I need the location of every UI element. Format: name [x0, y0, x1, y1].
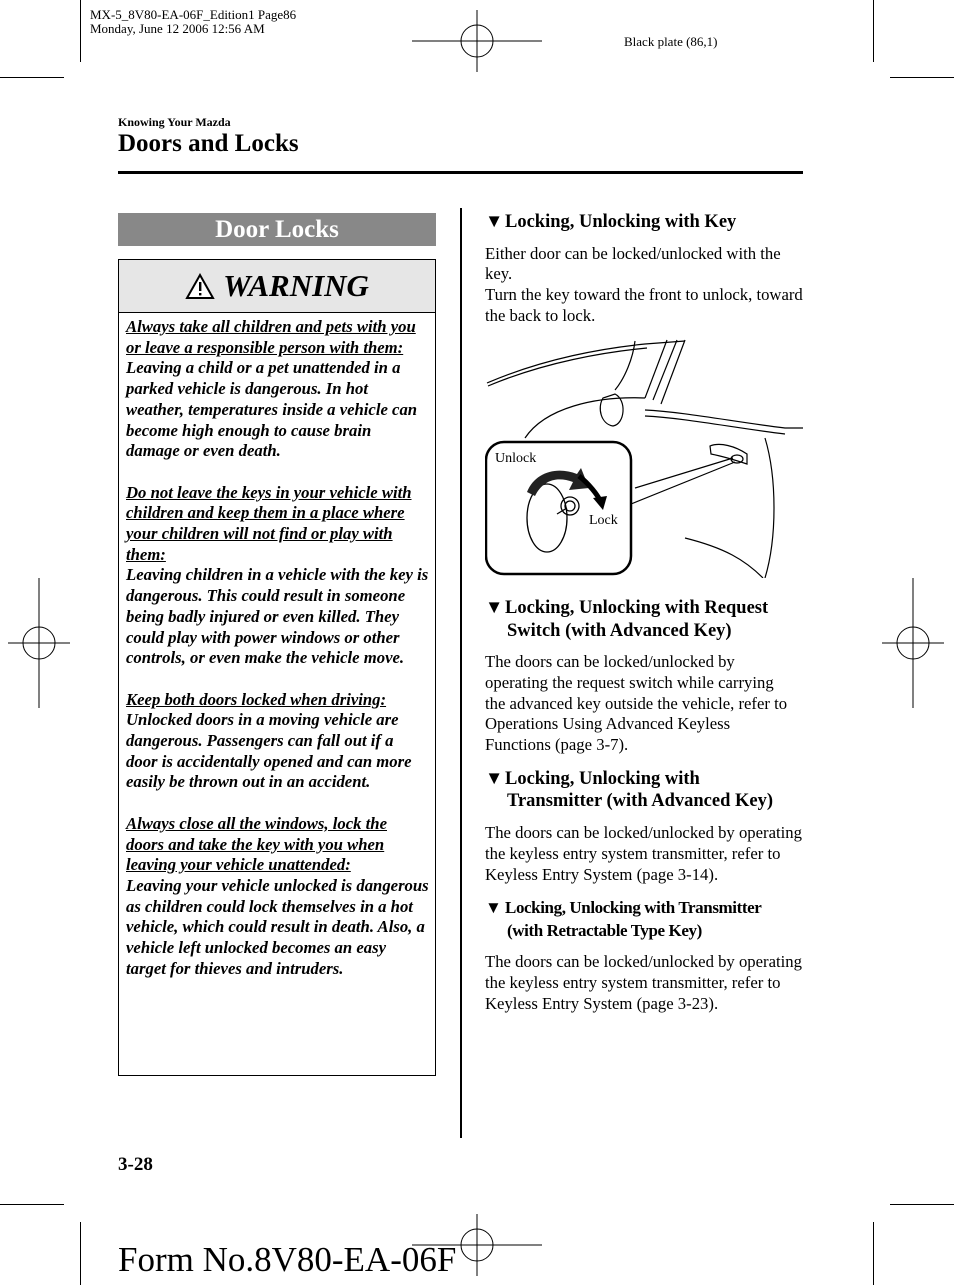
- warning-item-text: Leaving children in a vehicle with the key is dangerous. This could result in someone being badly injured or even killed. They could play with power windows or other controls, or even make the vehicle move.: [126, 565, 429, 668]
- paragraph: Either door can be locked/unlocked with the key.: [485, 243, 781, 284]
- warning-item-text: Leaving your vehicle unlocked is dangerous as children could lock themselves in a hot vehicle, which could result in death. Also, a vehicle left unlocked becomes an easy target for thieves and intruders.: [126, 875, 429, 978]
- crop-mark: [873, 0, 874, 62]
- column-divider: [460, 208, 462, 1138]
- triangle-bullet-icon: ▼: [485, 898, 502, 918]
- registration-mark-left: [8, 578, 70, 708]
- right-column-lower: [485, 597, 810, 1015]
- paragraph: The doors can be locked/unlocked by operating the keyless entry system transmitter, refer to Keyless Entry System (page 3-14).: [485, 822, 802, 884]
- warning-item: [126, 483, 429, 669]
- paragraph: The doors can be locked/unlocked by operating the request switch while carrying the advanced key outside the vehicle, refer to Operations Using Advanced Keyless Functions (page 3-7).: [485, 652, 788, 755]
- section-label: Knowing Your Mazda: [118, 115, 231, 129]
- warning-item-title: Do not leave the keys in your vehicle with children and keep them in a place where your children will not find or play with them:: [126, 482, 412, 564]
- warning-box: [118, 259, 436, 1076]
- form-number: Form No.8V80-EA-06F: [118, 1240, 457, 1279]
- crop-mark: [0, 1204, 64, 1205]
- paragraph: The doors can be locked/unlocked by operating the keyless entry system transmitter, refer to Keyless Entry System (page 3-23).: [485, 952, 802, 1013]
- title-rule: [118, 171, 803, 174]
- triangle-bullet-icon: ▼: [485, 598, 504, 618]
- file-date: Monday, June 12 2006 12:56 AM: [90, 21, 265, 36]
- subsection-title: Locking, Unlocking with Key: [505, 212, 737, 232]
- subsection-title: Locking, Unlocking with: [505, 768, 700, 789]
- crop-mark: [890, 77, 954, 78]
- warning-item: [126, 690, 429, 794]
- triangle-bullet-icon: ▼: [485, 768, 504, 789]
- subsection-heading: [485, 768, 810, 813]
- warning-triangle-icon: [185, 273, 215, 300]
- warning-body: [119, 313, 435, 979]
- crop-mark: [80, 1222, 81, 1285]
- registration-mark-right: [882, 578, 944, 708]
- door-locks-heading: Door Locks: [118, 213, 436, 246]
- warning-item-text: Leaving a child or a pet unattended in a parked vehicle is dangerous. In hot weather, temperatures inside a vehicle can become high enough to cause brain damage or even death.: [126, 358, 418, 461]
- triangle-bullet-icon: ▼: [485, 212, 504, 232]
- crop-mark: [890, 1204, 954, 1205]
- subsection-title: Locking, Unlocking with Transmitter: [505, 898, 762, 918]
- subsection-heading: [485, 597, 810, 642]
- registration-mark-top: [412, 10, 542, 72]
- warning-item-text: Unlocked doors in a moving vehicle are dangerous. Passengers can fall out if a door is accidentally opened and can more easily be thrown out in an accident.: [126, 710, 412, 792]
- warning-item-title: Always take all children and pets with you or leave a responsible person with them:: [126, 317, 416, 357]
- door-lock-illustration: [485, 338, 803, 578]
- plate-info: Black plate (86,1): [624, 34, 718, 49]
- subsection-title: Locking, Unlocking with Request: [505, 598, 769, 618]
- crop-mark: [0, 77, 64, 78]
- crop-mark: [80, 0, 81, 62]
- crop-mark: [873, 1222, 874, 1285]
- warning-item-title: Always close all the windows, lock the doors and take the key with you when leaving your vehicle unattended:: [126, 813, 387, 875]
- subsection-heading: [485, 211, 805, 234]
- lock-label: Lock: [589, 513, 618, 528]
- subsection-title-cont: (with Retractable Type Key): [507, 920, 702, 940]
- subsection-title-cont: Switch (with Advanced Key): [507, 620, 732, 641]
- warning-item-title: Keep both doors locked when driving:: [126, 689, 387, 709]
- unlock-label: Unlock: [495, 451, 537, 466]
- warning-header: [119, 260, 435, 313]
- subsection-title-cont: Transmitter (with Advanced Key): [507, 791, 774, 812]
- warning-label: WARNING: [223, 268, 369, 303]
- file-name: MX-5_8V80-EA-06F_Edition1 Page86: [90, 7, 297, 22]
- right-column: [485, 211, 805, 327]
- file-info: [90, 8, 296, 36]
- warning-item: [126, 317, 429, 462]
- subsection-heading: [485, 897, 810, 942]
- page-number: 3-28: [118, 1154, 153, 1175]
- warning-item: [126, 814, 429, 980]
- page-title: Doors and Locks: [118, 130, 299, 157]
- paragraph: Turn the key toward the front to unlock, toward the back to lock.: [485, 285, 803, 325]
